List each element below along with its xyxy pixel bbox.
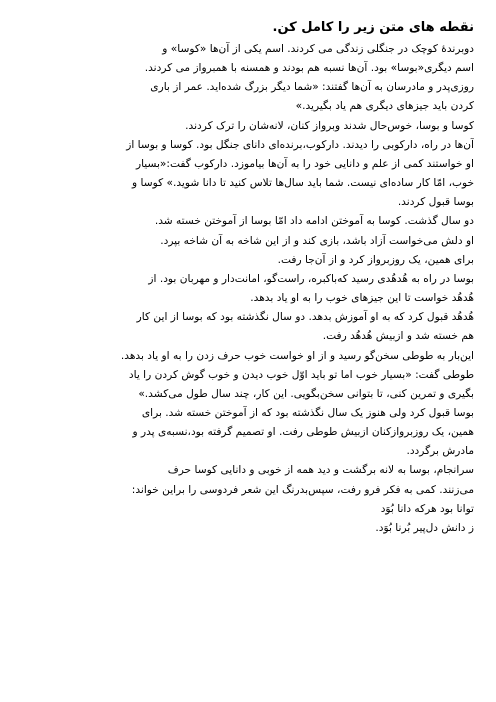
text-line: برای همین، یک روزبرواز کرد و از آن‌جا رفت. — [277, 253, 474, 266]
text-line: او دلش می‌خواست آزاد باشد، بازی کند و از این شاخه به آن شاخه بپرد. — [160, 234, 474, 247]
poem-line: ز دانش دل‌پیر بُرنا بُوَد. — [375, 521, 474, 534]
text-line: خوب، امّا کار ساده‌ای نیست. شما باید سال‌ها تلاس کنید تا دانا شوید.» کوسا و — [132, 177, 474, 190]
story-text — [22, 40, 474, 538]
text-line: او خواستند کمی از علم و دانایی خود را به آن‌ها بیاموزد. دارکوب گفت:«بسیار — [135, 157, 474, 170]
text-line: سرانجام، بوسا به لانه برگشت و دید همه از خوبی و دانایی کوسا حرف — [167, 464, 474, 477]
text-line: هُدهُد خواست تا این جیزهای خوب را به او یاد بدهد. — [250, 292, 474, 305]
text-line: بوسا در راه به هُدهُدی رسید که‌باکبره، راست‌گو، امانت‌دار و مهربان بود. از — [148, 272, 474, 285]
text-line: کوسا و بوسا، خوس‌حال شدند وبرواز کنان، لانه‌شان را ترک کردند. — [185, 119, 474, 132]
page-title: نقطه های متن زیر را کامل کن. — [272, 20, 474, 35]
text-line: می‌زنند. کمی به فکر فرو رفت، سپس‌بدرنگ این شعر فردوسی را براین خواند: — [131, 483, 474, 496]
text-line: روزی‌پدر و مادرسان به آن‌ها گفتند: «شما دیگر بزرگ شده‌اید. عمر از باری — [150, 81, 474, 94]
text-line: بوسا قبول کرد ولی هنوز یک سال نگذشته بود که از آموختن خسته شد. برای — [141, 406, 474, 419]
text-line: مادرش برگردد. — [406, 445, 474, 458]
text-line: بوسا قبول کردند. — [397, 196, 474, 209]
text-line: دوبرندهٔ کوچک در جنگلی زندگی می کردند. اسم یکی از آن‌ها «کوسا» و — [162, 43, 474, 55]
text-line: آن‌ها در راه، دارکوبی را دیدند. دارکوب،برنده‌ای دانای جنگل بود. کوسا و بوسا از — [126, 138, 474, 151]
text-line: همین، یک روزبروازکنان ازبیش طوطی رفت. او تصمیم گرفته بود،نسبه‌ی پدر و — [132, 426, 474, 439]
text-line: بگیری و تمرین کنی، تا بتوانی سخن‌بگویی. این کار، چند سال طول می‌کشد.» — [138, 387, 474, 400]
text-line: هم خسته شد و ازبیش هُدهُد رفت. — [322, 330, 474, 343]
text-line: هُدهُد قبول کرد که به او آموزش بدهد. دو سال نگذشته بود که بوسا از این کار — [136, 311, 474, 324]
text-line: این‌بار به طوطی سخن‌گو رسید و از او خواست خوب حرف زدن را به او یاد بدهد. — [120, 349, 474, 362]
poem-line: توانا بود هرکه دانا بُوَد — [380, 502, 474, 515]
text-line: دو سال گذشت. کوسا به آموختن ادامه داد امّا بوسا از آموختن خسته شد. — [154, 215, 474, 228]
text-line: کردن باید جیزهای دیگری هم یاد بگیرید.» — [295, 100, 474, 113]
text-line: طوطی گفت: «بسیار خوب اما تو باید اوّل خوب دیدن و خوب گوش کردن را یاد — [128, 368, 474, 381]
text-line: اسم دیگری«بوسا» بود. آن‌ها نسبه هم بودند و همسنه با همبرواز می کردند. — [144, 62, 474, 75]
